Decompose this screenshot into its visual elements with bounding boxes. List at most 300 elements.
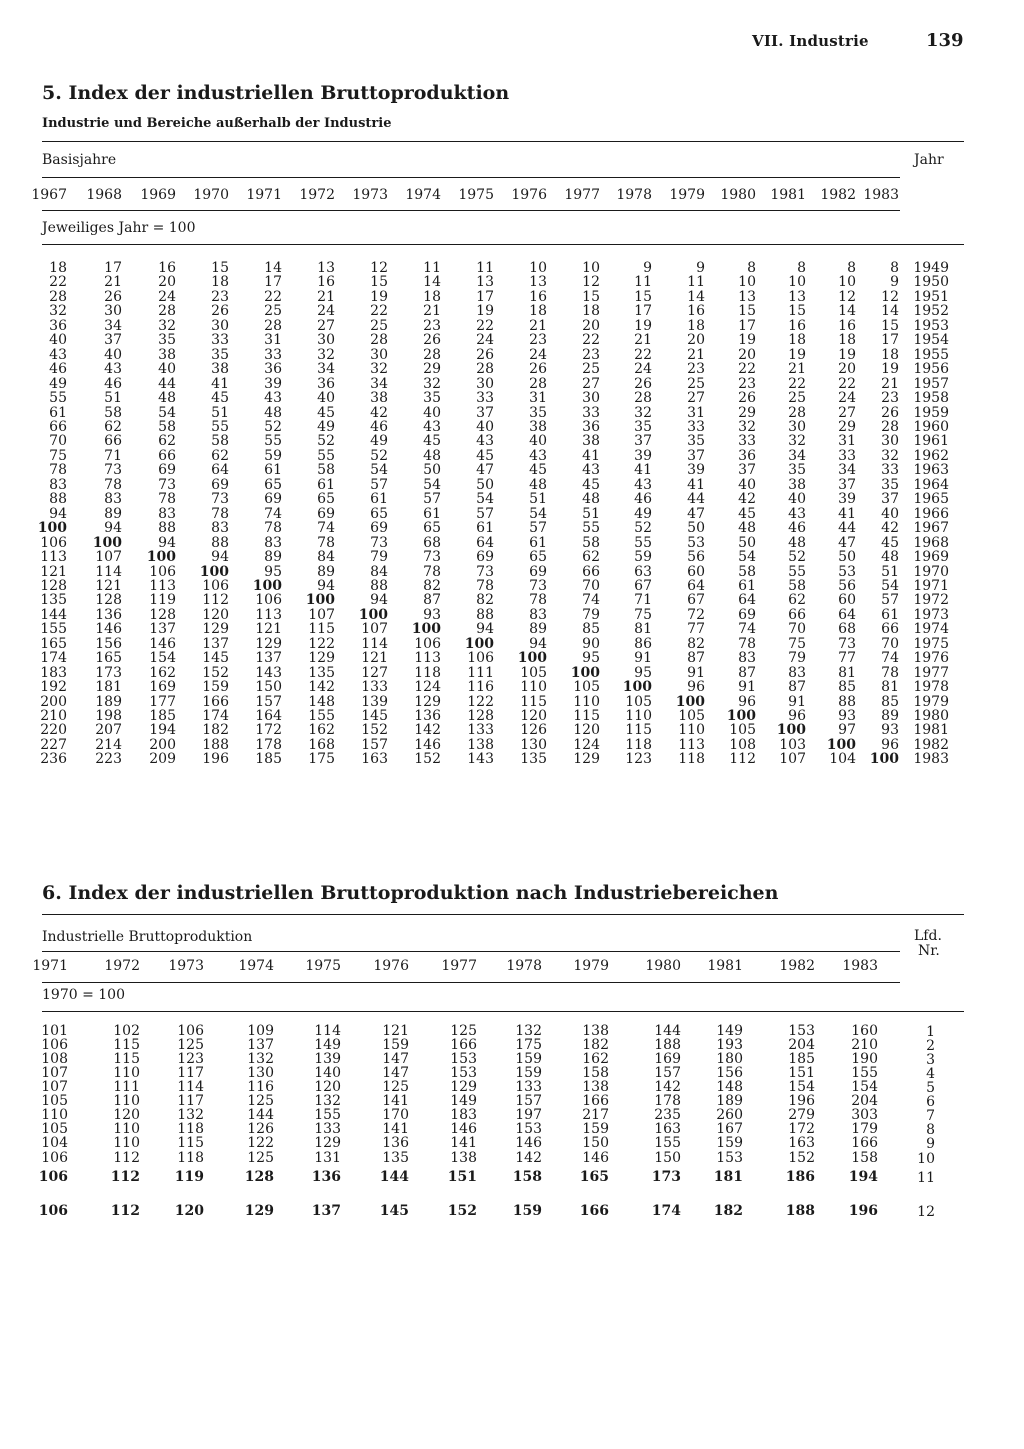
- table5-cell: 9: [890, 274, 899, 291]
- table5-cell: 58: [788, 577, 806, 594]
- table5-row-year: 1953: [913, 317, 949, 334]
- table5-cell: 66: [881, 621, 899, 638]
- table5-cell: 38: [211, 361, 229, 378]
- table5-cell: 25: [687, 375, 705, 392]
- table5-cell: 78: [423, 563, 441, 580]
- table5-cell: 155: [308, 708, 335, 724]
- table5-cell: 104: [829, 751, 856, 768]
- table5-row-year: 1957: [913, 375, 949, 392]
- table6-column-header: 1973: [168, 958, 204, 974]
- table5-cell: 136: [95, 606, 122, 623]
- table5-cell: 56: [838, 577, 856, 594]
- table5-cell: 44: [687, 491, 705, 508]
- table5-row-year: 1983: [913, 751, 949, 768]
- table5-cell: 26: [634, 375, 652, 392]
- table5-cell: 135: [308, 664, 335, 681]
- table5-cell: 155: [40, 621, 67, 638]
- table5-cell: 100: [570, 664, 600, 681]
- table5-cell: 87: [423, 592, 441, 609]
- table5-cell: 54: [423, 476, 441, 493]
- table6-cell: 193: [716, 1037, 743, 1053]
- table5-row-year: 1959: [913, 404, 949, 421]
- table5-cell: 122: [308, 635, 335, 652]
- table5-cell: 214: [95, 736, 122, 753]
- table5-cell: 23: [423, 317, 441, 334]
- table5-cell: 100: [358, 606, 388, 623]
- table5-cell: 121: [255, 621, 282, 638]
- table5-cell: 43: [634, 476, 652, 493]
- table5-cell: 121: [40, 563, 67, 580]
- table5-cell: 15: [370, 274, 388, 291]
- table5-cell: 35: [158, 332, 176, 349]
- table5-cell: 159: [202, 679, 229, 695]
- table5-cell: 94: [317, 577, 335, 594]
- table5-cell: 28: [423, 346, 441, 363]
- table5-cell: 83: [529, 606, 547, 623]
- table6-row-number: 6: [926, 1094, 935, 1110]
- table5-column-header: 1973: [352, 187, 388, 203]
- table5-cell: 13: [476, 274, 494, 291]
- table5-cell: 37: [838, 476, 856, 493]
- table5-cell: 28: [264, 317, 282, 334]
- table6-cell: 156: [716, 1065, 743, 1081]
- table6-cell: 181: [713, 1169, 743, 1185]
- table5-cell: 152: [361, 722, 388, 739]
- table5-cell: 15: [788, 303, 806, 320]
- table5-cell: 94: [370, 592, 388, 609]
- table5-cell: 86: [634, 635, 652, 652]
- table5-cell: 55: [49, 390, 67, 406]
- table5-cell: 51: [529, 491, 547, 508]
- table5-cell: 78: [881, 664, 899, 681]
- table5-column-header: 1980: [720, 187, 756, 203]
- table5-cell: 20: [687, 332, 705, 349]
- table5-cell: 50: [423, 462, 441, 479]
- table5-row-year: 1954: [913, 332, 949, 349]
- table5-cell: 31: [838, 433, 856, 450]
- table5-column-header: 1968: [86, 187, 122, 203]
- table5-row-year: 1964: [913, 476, 949, 493]
- table5-cell: 227: [40, 736, 67, 753]
- table5-row-year: 1950: [913, 274, 949, 291]
- table5-cell: 24: [476, 332, 494, 349]
- table5-cell: 70: [582, 577, 600, 594]
- table6-cell: 196: [788, 1093, 815, 1109]
- table5-cell: 105: [520, 664, 547, 681]
- table5-cell: 129: [308, 650, 335, 667]
- table6-cell: 210: [851, 1037, 878, 1053]
- table5-cell: 11: [423, 260, 441, 276]
- table5-cell: 26: [881, 404, 899, 421]
- table5-cell: 94: [529, 635, 547, 652]
- table5-cell: 51: [104, 390, 122, 406]
- table5-column-header: 1972: [299, 187, 335, 203]
- table5-cell: 175: [308, 751, 335, 768]
- table5-cell: 129: [255, 635, 282, 652]
- table5-cell: 163: [361, 751, 388, 768]
- table5-cell: 88: [211, 534, 229, 551]
- table5-cell: 87: [687, 650, 705, 667]
- table5-cell: 105: [678, 708, 705, 724]
- table5-cell: 69: [317, 505, 335, 522]
- table6-cell: 157: [515, 1093, 542, 1109]
- table5-cell: 26: [423, 332, 441, 349]
- table5-cell: 157: [361, 736, 388, 753]
- table5-cell: 165: [95, 650, 122, 667]
- table5-cell: 12: [370, 260, 388, 276]
- table6-column-header: 1981: [707, 958, 743, 974]
- table5-cell: 13: [529, 274, 547, 291]
- table5-cell: 32: [158, 317, 176, 334]
- table5-cell: 49: [317, 418, 335, 435]
- table5-cell: 69: [476, 549, 494, 565]
- table5-cell: 22: [49, 274, 67, 291]
- table5-cell: 8: [890, 260, 899, 276]
- table5-cell: 145: [361, 708, 388, 724]
- table5-cell: 19: [788, 346, 806, 363]
- table5-row-year: 1956: [913, 361, 949, 378]
- table5-cell: 55: [788, 563, 806, 580]
- table5-cell: 113: [678, 736, 705, 753]
- table5-cell: 22: [370, 303, 388, 320]
- table6-column-header: 1983: [842, 958, 878, 974]
- table5-cell: 40: [49, 332, 67, 349]
- table6-cell: 185: [788, 1051, 815, 1067]
- table5-cell: 113: [40, 549, 67, 565]
- table5-cell: 53: [838, 563, 856, 580]
- table6-cell: 159: [515, 1065, 542, 1081]
- table5-cell: 114: [361, 635, 388, 652]
- table5-cell: 173: [95, 664, 122, 681]
- table6-cell: 153: [450, 1065, 477, 1081]
- table5-cell: 28: [881, 418, 899, 435]
- table5-cell: 200: [40, 693, 67, 710]
- table5-cell: 74: [264, 505, 282, 522]
- table5-year-label: Jahr: [914, 152, 944, 168]
- table6-row-number: 2: [926, 1038, 935, 1054]
- table5-cell: 58: [158, 418, 176, 435]
- table6-cell: 131: [314, 1150, 341, 1166]
- table6-cell: 166: [450, 1037, 477, 1053]
- table5-cell: 39: [838, 491, 856, 508]
- table5-cell: 110: [678, 722, 705, 739]
- table5-cell: 40: [104, 346, 122, 363]
- table5-cell: 68: [423, 534, 441, 551]
- table5-cell: 8: [847, 260, 856, 276]
- table6-cell: 107: [41, 1079, 68, 1095]
- table5-cell: 28: [49, 288, 67, 305]
- table5-cell: 38: [529, 418, 547, 435]
- table5-cell: 113: [149, 577, 176, 594]
- table6-cell: 125: [382, 1079, 409, 1095]
- table5-cell: 57: [476, 505, 494, 522]
- table5-cell: 118: [625, 736, 652, 753]
- table5-cell: 26: [104, 288, 122, 305]
- table5-row-year: 1958: [913, 390, 949, 406]
- table5-cell: 59: [634, 549, 652, 565]
- table6-row-number: 8: [926, 1122, 935, 1138]
- table5-cell: 133: [467, 722, 494, 739]
- table5-cell: 120: [520, 708, 547, 724]
- table5-cell: 12: [582, 274, 600, 291]
- table5-cell: 83: [158, 505, 176, 522]
- table6-cell: 140: [314, 1065, 341, 1081]
- table5-cell: 100: [305, 592, 335, 609]
- table5-cell: 146: [414, 736, 441, 753]
- table6-cell: 154: [851, 1079, 878, 1095]
- table6-cell: 138: [450, 1150, 477, 1166]
- table5-row-year: 1980: [913, 708, 949, 724]
- table5-cell: 29: [738, 404, 756, 421]
- table5-cell: 61: [529, 534, 547, 551]
- table5-cell: 42: [370, 404, 388, 421]
- table6-cell: 189: [716, 1093, 743, 1109]
- table5-cell: 139: [361, 693, 388, 710]
- table5-cell: 156: [95, 635, 122, 652]
- table5-cell: 114: [95, 563, 122, 580]
- table5-cell: 36: [317, 375, 335, 392]
- table6-column-header: 1979: [573, 958, 609, 974]
- table5-cell: 100: [517, 650, 547, 667]
- table5-cell: 43: [476, 433, 494, 450]
- table5-cell: 61: [738, 577, 756, 594]
- table5-cell: 25: [788, 390, 806, 406]
- table5-cell: 93: [838, 708, 856, 724]
- table5-cell: 58: [582, 534, 600, 551]
- table5-column-header: 1982: [820, 187, 856, 203]
- table6-cell: 146: [582, 1150, 609, 1166]
- table5-cell: 62: [582, 549, 600, 565]
- table5-cell: 194: [149, 722, 176, 739]
- table5-cell: 43: [104, 361, 122, 378]
- table5-cell: 64: [211, 462, 229, 479]
- table5-cell: 57: [529, 520, 547, 537]
- table6-lfd-label: Lfd.: [914, 928, 942, 944]
- table5-cell: 21: [788, 361, 806, 378]
- table6-cell: 141: [382, 1093, 409, 1109]
- table5-cell: 28: [158, 303, 176, 320]
- table5-cell: 90: [582, 635, 600, 652]
- table5-cell: 89: [317, 563, 335, 580]
- table5-cell: 27: [838, 404, 856, 421]
- table5-cell: 129: [202, 621, 229, 638]
- table5-cell: 43: [582, 462, 600, 479]
- table6-top-rule: [42, 914, 964, 915]
- table6-cell: 102: [113, 1023, 140, 1039]
- table5-row-year: 1976: [913, 650, 949, 667]
- table5-cell: 74: [317, 520, 335, 537]
- table5-cell: 209: [149, 751, 176, 768]
- table5-cell: 79: [370, 549, 388, 565]
- table5-cell: 49: [370, 433, 388, 450]
- table5-row-year: 1951: [913, 288, 949, 305]
- table5-cell: 64: [838, 606, 856, 623]
- table5-cell: 50: [838, 549, 856, 565]
- table5-cell: 58: [738, 563, 756, 580]
- table5-cell: 74: [582, 592, 600, 609]
- table6-cell: 167: [716, 1121, 743, 1137]
- table5-cell: 146: [149, 635, 176, 652]
- table5-cell: 40: [529, 433, 547, 450]
- table5-row-year: 1961: [913, 433, 949, 450]
- table5-cell: 37: [738, 462, 756, 479]
- table5-cell: 123: [625, 751, 652, 768]
- table5-cell: 36: [49, 317, 67, 334]
- table6-cell: 138: [582, 1023, 609, 1039]
- table5-cell: 25: [370, 317, 388, 334]
- table5-cell: 22: [582, 332, 600, 349]
- table6-cell: 136: [311, 1169, 341, 1185]
- table5-cell: 113: [255, 606, 282, 623]
- table5-cell: 31: [264, 332, 282, 349]
- table6-cell: 159: [382, 1037, 409, 1053]
- table6-cell: 110: [113, 1121, 140, 1137]
- table5-cell: 71: [634, 592, 652, 609]
- table5-cell: 17: [738, 317, 756, 334]
- table5-cell: 113: [414, 650, 441, 667]
- table5-cell: 35: [881, 476, 899, 493]
- table5-cell: 115: [573, 708, 600, 724]
- table5-cell: 137: [202, 635, 229, 652]
- table5-cell: 107: [95, 549, 122, 565]
- table6-cell: 144: [379, 1169, 409, 1185]
- table5-cell: 169: [149, 679, 176, 695]
- table5-cell: 164: [255, 708, 282, 724]
- table5-row-year: 1962: [913, 447, 949, 464]
- table5-cell: 49: [634, 505, 652, 522]
- table5-cell: 100: [464, 635, 494, 652]
- table6-cell: 115: [113, 1037, 140, 1053]
- table5-cell: 152: [414, 751, 441, 768]
- table5-cell: 15: [738, 303, 756, 320]
- table6-row-number: 1: [926, 1024, 935, 1040]
- table5-cell: 21: [687, 346, 705, 363]
- table5-row-year: 1952: [913, 303, 949, 320]
- table5-cell: 48: [423, 447, 441, 464]
- table6-cell: 170: [382, 1107, 409, 1123]
- table5-cell: 54: [881, 577, 899, 594]
- table5-cell: 106: [149, 563, 176, 580]
- table5-cell: 78: [476, 577, 494, 594]
- table5-cell: 8: [747, 260, 756, 276]
- table5-cell: 40: [881, 505, 899, 522]
- table6-group-label: Industrielle Bruttoproduktion: [42, 929, 253, 945]
- table5-cell: 88: [49, 491, 67, 508]
- table6-cell: 152: [788, 1150, 815, 1166]
- table6-cell: 112: [110, 1169, 140, 1185]
- table6-column-header: 1976: [373, 958, 409, 974]
- table5-cell: 82: [687, 635, 705, 652]
- table6-cell: 122: [247, 1135, 274, 1151]
- table5-cell: 16: [317, 274, 335, 291]
- table5-cell: 75: [788, 635, 806, 652]
- table5-cell: 34: [104, 317, 122, 334]
- table6-column-header: 1977: [441, 958, 477, 974]
- table6-header-rule: [42, 982, 900, 983]
- table5-cell: 88: [476, 606, 494, 623]
- table5-cell: 43: [788, 505, 806, 522]
- table5-column-header: 1977: [564, 187, 600, 203]
- table6-cell: 116: [247, 1079, 274, 1095]
- table5-cell: 34: [317, 361, 335, 378]
- table6-row-number: 9: [926, 1136, 935, 1152]
- table6-cell: 142: [515, 1150, 542, 1166]
- table6-cell: 105: [41, 1121, 68, 1137]
- table5-cell: 16: [838, 317, 856, 334]
- table6-cell: 117: [177, 1093, 204, 1109]
- table5-cell: 10: [582, 260, 600, 276]
- table6-cell: 136: [382, 1135, 409, 1151]
- table5-cell: 182: [202, 722, 229, 739]
- table6-cell: 128: [244, 1169, 274, 1185]
- table6-cell: 146: [450, 1121, 477, 1137]
- table5-cell: 23: [211, 288, 229, 305]
- table5-cell: 45: [423, 433, 441, 450]
- table5-cell: 79: [788, 650, 806, 667]
- table5-cell: 51: [211, 404, 229, 421]
- table5-cell: 178: [255, 736, 282, 753]
- table5-cell: 17: [881, 332, 899, 349]
- table5-cell: 66: [104, 433, 122, 450]
- table5-cell: 25: [582, 361, 600, 378]
- table5-cell: 137: [255, 650, 282, 667]
- table5-column-header: 1979: [669, 187, 705, 203]
- table5-cell: 27: [687, 390, 705, 406]
- table6-cell: 132: [515, 1023, 542, 1039]
- table5-cell: 58: [104, 404, 122, 421]
- table5-cell: 60: [838, 592, 856, 609]
- section-header: VII. Industrie: [752, 32, 869, 50]
- table6-cell: 150: [654, 1150, 681, 1166]
- table5-cell: 42: [881, 520, 899, 537]
- table5-cell: 100: [776, 722, 806, 739]
- table5-cell: 57: [370, 476, 388, 493]
- table6-cell: 166: [582, 1093, 609, 1109]
- table6-cell: 129: [450, 1079, 477, 1095]
- table5-cell: 65: [423, 520, 441, 537]
- table5-cell: 41: [634, 462, 652, 479]
- table5-cell: 24: [317, 303, 335, 320]
- table6-cell: 126: [247, 1121, 274, 1137]
- table6-cell: 153: [450, 1051, 477, 1067]
- table5-cell: 115: [625, 722, 652, 739]
- table6-cell: 110: [41, 1107, 68, 1123]
- table5-cell: 58: [211, 433, 229, 450]
- table5-subtitle: Industrie und Bereiche außerhalb der Industrie: [42, 116, 392, 131]
- table5-cell: 94: [476, 621, 494, 638]
- table5-cell: 100: [92, 534, 122, 551]
- table5-cell: 43: [529, 447, 547, 464]
- table5-cell: 47: [476, 462, 494, 479]
- table6-cell: 115: [113, 1051, 140, 1067]
- table5-cell: 30: [476, 375, 494, 392]
- table5-cell: 62: [211, 447, 229, 464]
- table5-cell: 61: [49, 404, 67, 421]
- table5-cell: 78: [738, 635, 756, 652]
- table5-cell: 38: [370, 390, 388, 406]
- table5-cell: 58: [317, 462, 335, 479]
- table5-cell: 66: [582, 563, 600, 580]
- table6-cell: 106: [41, 1037, 68, 1053]
- table5-cell: 16: [158, 260, 176, 276]
- table5-cell: 46: [634, 491, 652, 508]
- table5-cell: 30: [211, 317, 229, 334]
- table5-cell: 44: [158, 375, 176, 392]
- table6-row-number: 4: [926, 1066, 935, 1082]
- table5-cell: 20: [158, 274, 176, 291]
- table6-cell: 105: [41, 1093, 68, 1109]
- table5-row-year: 1970: [913, 563, 949, 580]
